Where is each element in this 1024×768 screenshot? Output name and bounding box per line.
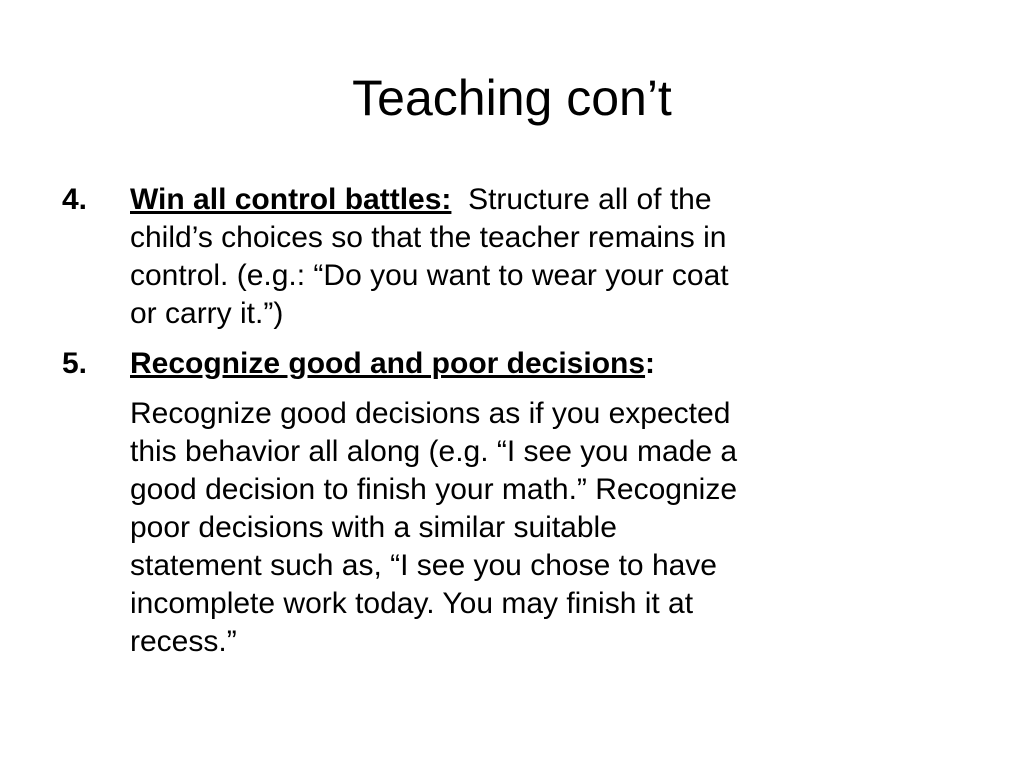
item-text-line: this behavior all along (e.g. “I see you made a [130,435,738,468]
item-text-line: Recognize good decisions as if you expected [130,397,731,430]
item-heading-colon: : [645,347,656,380]
item-heading: Recognize good and poor decisions [130,347,646,380]
item-heading: Win all control battles: [130,183,452,216]
item-body [130,181,960,333]
item-first-line [130,345,960,383]
item-text-line: incomplete work today. You may finish it at [130,587,694,620]
item-first-line [130,181,960,219]
item-text-line: or carry it.”) [130,297,284,330]
item-number: 5. [62,347,88,380]
item-text-line: poor decisions with a similar suitable [130,511,617,544]
item-text-line: Structure all of the [451,183,712,216]
item-body [130,345,960,661]
item-text-line: control. (e.g.: “Do you want to wear your coat [130,259,729,292]
item-number: 4. [62,183,88,216]
item-text-line: recess.” [130,625,237,658]
item-text-line: good decision to finish your math.” Recognize [130,473,738,506]
slide-title: Teaching con’t [352,70,672,126]
item-text-line: child’s choices so that the teacher remains in [130,221,727,254]
item-text-line: statement such as, “I see you chose to have [130,549,717,582]
